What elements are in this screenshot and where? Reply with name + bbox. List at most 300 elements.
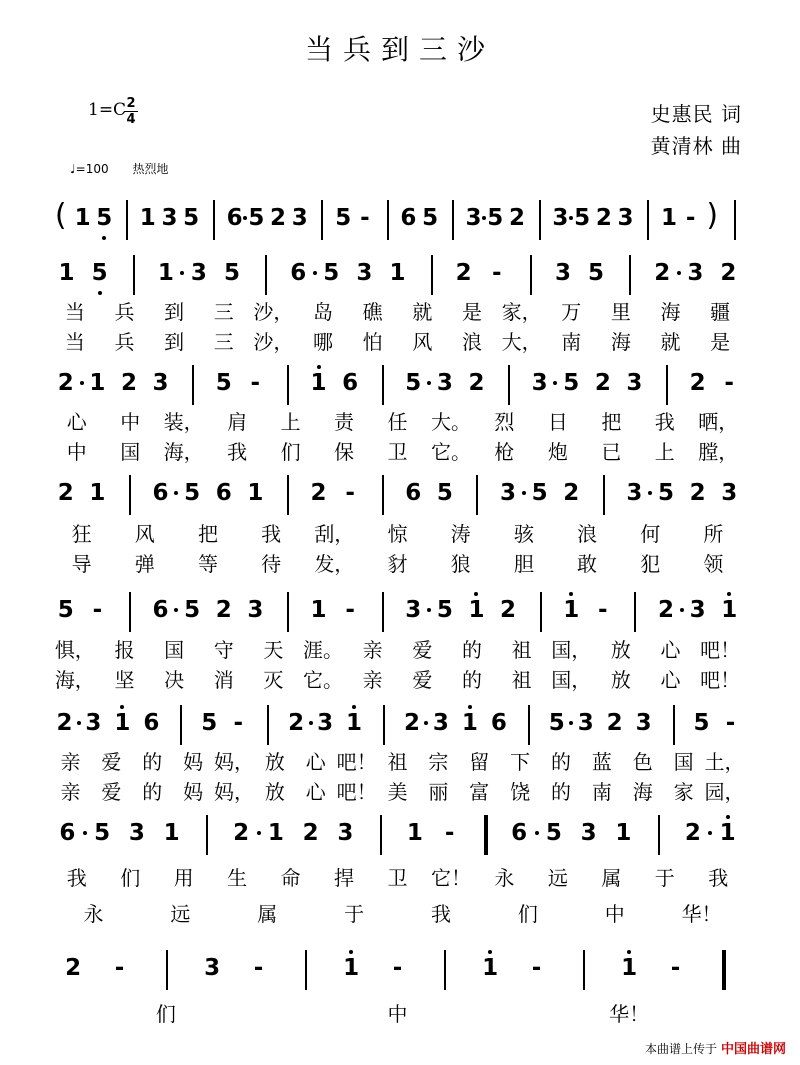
lyric-syllable: 当: [64, 300, 85, 324]
note: 1: [74, 205, 91, 231]
augmentation-dot: [677, 271, 681, 275]
lyric-syllable: 心: [305, 780, 326, 804]
lyric-syllable: 我: [708, 866, 729, 890]
barline: [658, 815, 660, 855]
lyric-syllable: 守: [213, 638, 234, 662]
augmentation-dot: [680, 608, 684, 612]
high-octave-dot: [468, 705, 472, 709]
lyric-syllable: 心: [305, 750, 326, 774]
note: 3: [247, 597, 264, 623]
lyric-syllable: 刮，: [314, 522, 355, 546]
barline: [431, 255, 433, 295]
lyric-syllable: 卫: [387, 440, 408, 464]
note: 1: [89, 370, 106, 396]
lyric-syllable: 放: [610, 638, 631, 662]
note: 5: [201, 710, 218, 736]
lyric-syllable: 我: [261, 522, 282, 546]
note: 2: [233, 820, 250, 846]
lyric-syllable: 命: [280, 866, 301, 890]
barline: [452, 200, 454, 240]
note: 5: [422, 205, 439, 231]
lyric-syllable: 等: [197, 552, 218, 576]
note: 3: [161, 205, 178, 231]
note: 6: [59, 820, 76, 846]
note: 6: [342, 370, 359, 396]
lyric-syllable: 我: [654, 410, 675, 434]
lyric-syllable: 炮: [547, 440, 568, 464]
lyric-syllable: 疆: [710, 300, 731, 324]
note: 3: [626, 480, 643, 506]
note: 3: [617, 205, 634, 231]
note: 2: [684, 820, 701, 846]
lyric-syllable: 留: [469, 750, 490, 774]
lyric-syllable: 中: [120, 410, 141, 434]
lyric-syllable: 晒，: [698, 410, 739, 434]
lyric-syllable: 丽: [428, 780, 449, 804]
note: 3: [687, 260, 704, 286]
augmentation-dot: [80, 381, 84, 385]
augmentation-dot: [309, 721, 313, 725]
lyric-syllable: 的: [461, 638, 482, 662]
note: 1: [163, 820, 180, 846]
lyric-syllable: 的: [461, 668, 482, 692]
lyric-syllable: 放: [610, 668, 631, 692]
barline: [722, 950, 726, 990]
note: 5: [184, 597, 201, 623]
expression-marking: 热烈地: [132, 162, 169, 176]
lyric-syllable: 怕: [362, 330, 383, 354]
augmentation-dot: [77, 721, 81, 725]
footer-text: 本曲谱上传于: [644, 1042, 717, 1056]
augmentation-dot: [257, 831, 261, 835]
lyric-syllable: 的: [551, 750, 572, 774]
lyric-syllable: 南: [561, 330, 582, 354]
lyric-syllable: 家: [673, 780, 694, 804]
lyric-syllable: 南: [591, 780, 612, 804]
note: 2: [57, 370, 74, 396]
barline: [528, 705, 530, 745]
lyric-syllable: 海，: [163, 440, 204, 464]
lyric-syllable: 消: [213, 668, 234, 692]
note: 1: [267, 820, 284, 846]
dash: -: [724, 370, 734, 396]
lyric-syllable: 于: [654, 866, 675, 890]
notation-row: [0, 475, 800, 519]
lyric-syllable: 上: [280, 410, 301, 434]
barline: [539, 200, 541, 240]
lyric-syllable: 到: [164, 330, 185, 354]
barline: [129, 475, 131, 515]
barline: [213, 200, 215, 240]
high-octave-dot: [317, 365, 321, 369]
high-octave-dot: [120, 705, 124, 709]
lyric-syllable: 领: [703, 552, 724, 576]
lyricist-credit: 史惠民 词: [650, 102, 742, 126]
note: 1: [660, 205, 677, 231]
lyric-syllable: 吧！: [336, 750, 377, 774]
lyric-syllable: 华！: [609, 1002, 650, 1026]
note: 2: [595, 205, 612, 231]
time-signature-top: 2: [126, 96, 136, 111]
site-logo: 中国曲谱网: [720, 1042, 786, 1057]
barline: [383, 705, 385, 745]
lyric-syllable: 祖: [511, 668, 532, 692]
dash: -: [670, 955, 681, 981]
dash: -: [392, 955, 403, 981]
note: 2: [508, 205, 525, 231]
note: 1: [114, 710, 131, 736]
note: 1: [615, 820, 632, 846]
lyric-syllable: 三: [213, 330, 234, 354]
note: 6: [215, 480, 232, 506]
lyric-syllable: 浪: [461, 330, 482, 354]
augmentation-dot: [427, 381, 431, 385]
note: 5: [693, 710, 710, 736]
lyric-syllable: 兵: [114, 300, 135, 324]
notation-row: [0, 365, 800, 409]
dash: -: [360, 205, 370, 231]
lyric-syllable: 肩: [227, 410, 248, 434]
note: 5: [248, 205, 265, 231]
lyric-syllable: 狂: [71, 522, 92, 546]
barline: [180, 705, 182, 745]
note: 2: [455, 260, 472, 286]
lyric-syllable: 涛: [450, 522, 471, 546]
lyric-syllable: 当: [64, 330, 85, 354]
augmentation-dot: [174, 608, 178, 612]
note: 6: [490, 710, 507, 736]
lyric-syllable: 爱: [412, 638, 433, 662]
lyric-syllable: 爱: [101, 750, 122, 774]
note: 5: [436, 597, 453, 623]
augmentation-dot: [243, 216, 247, 220]
note: 3: [152, 370, 169, 396]
note: 5: [405, 370, 422, 396]
barline: [734, 200, 736, 240]
note: 1: [346, 710, 363, 736]
lyric-syllable: 亲: [60, 750, 81, 774]
tempo-marking: ♩=100: [70, 162, 109, 176]
lyric-syllable: 大，: [501, 330, 542, 354]
barline: [476, 475, 478, 515]
lyric-syllable: 爱: [412, 668, 433, 692]
note: 6: [152, 480, 169, 506]
note: 3: [554, 260, 571, 286]
lyric-syllable: 天: [263, 638, 284, 662]
note: 2: [606, 710, 623, 736]
lyric-syllable: 把: [601, 410, 622, 434]
lyric-syllable: 就: [660, 330, 681, 354]
note: 5: [323, 260, 340, 286]
barline: [508, 365, 510, 405]
barline: [666, 365, 668, 405]
lyric-syllable: 膛，: [698, 440, 739, 464]
note: 5: [96, 205, 113, 231]
lyric-syllable: 已: [601, 440, 622, 464]
augmentation-dot: [553, 381, 557, 385]
lyric-syllable: 风: [412, 330, 433, 354]
lyric-syllable: 沙，: [253, 330, 294, 354]
note: 5: [57, 597, 74, 623]
note: 1: [58, 260, 75, 286]
lyric-syllable: 的: [142, 780, 163, 804]
barline: [382, 592, 384, 632]
footer: [645, 1038, 786, 1057]
lyric-syllable: 把: [197, 522, 218, 546]
augmentation-dot: [313, 271, 317, 275]
barline: [382, 365, 384, 405]
note: 2: [65, 955, 82, 981]
note: 1: [89, 480, 106, 506]
high-octave-dot: [726, 815, 730, 819]
note: 1: [721, 597, 738, 623]
dash: -: [233, 710, 243, 736]
augmentation-dot: [708, 831, 712, 835]
note: 2: [720, 260, 737, 286]
lyric-syllable: 烈: [494, 410, 515, 434]
lyric-syllable: 待: [261, 552, 282, 576]
lyric-syllable: 用: [173, 866, 194, 890]
note: 5: [183, 205, 200, 231]
lyric-syllable: 三: [213, 300, 234, 324]
note: 2: [500, 597, 517, 623]
notation-row: [0, 255, 800, 299]
lyric-syllable: 国，: [551, 638, 592, 662]
lyric-syllable: 卫: [387, 866, 408, 890]
note: 5: [487, 205, 504, 231]
time-signature-bottom: 4: [126, 112, 136, 127]
barline: [192, 365, 194, 405]
barline: [265, 255, 267, 295]
lyric-syllable: 大。: [430, 410, 471, 434]
notation-row: [0, 200, 800, 244]
lyric-syllable: 敢: [577, 552, 598, 576]
note: 3: [577, 710, 594, 736]
note: 3: [580, 820, 597, 846]
note: 1: [139, 205, 156, 231]
lyric-syllable: 饶: [510, 780, 531, 804]
note: 5: [531, 480, 548, 506]
barline: [380, 815, 382, 855]
lyric-syllable: 涯。: [303, 638, 344, 662]
parenthesis: (: [54, 198, 67, 233]
augmentation-dot: [648, 491, 652, 495]
note: 1: [389, 260, 406, 286]
lyric-syllable: 吧！: [700, 668, 741, 692]
lyric-syllable: 万: [561, 300, 582, 324]
dash: -: [444, 820, 455, 846]
barline: [583, 950, 585, 990]
note: 5: [215, 370, 232, 396]
barline: [129, 592, 131, 632]
barline: [126, 200, 128, 240]
note: 2: [215, 597, 232, 623]
barline: [133, 255, 135, 295]
lyric-syllable: 美: [387, 780, 408, 804]
note: 3: [721, 480, 738, 506]
barline: [484, 815, 488, 855]
note: 1: [563, 597, 580, 623]
note: 3: [552, 205, 569, 231]
lyric-syllable: 妈: [183, 780, 204, 804]
note: 2: [468, 370, 485, 396]
note: 2: [654, 260, 671, 286]
high-octave-dot: [627, 950, 631, 954]
lyric-syllable: 捍: [334, 866, 355, 890]
dash: -: [345, 480, 355, 506]
song-title: 当兵到三沙: [304, 33, 495, 66]
lyric-syllable: 的: [142, 750, 163, 774]
lyric-syllable: 惊: [387, 522, 408, 546]
dash: -: [598, 597, 608, 623]
note: 6: [290, 260, 307, 286]
tempo-line: [70, 160, 168, 177]
note: 6: [405, 480, 422, 506]
lyric-syllable: 祖: [387, 750, 408, 774]
lyric-syllable: 我: [66, 866, 87, 890]
lyric-syllable: 妈，: [213, 780, 254, 804]
lyric-syllable: 中: [604, 902, 625, 926]
barline: [530, 255, 532, 295]
lyric-syllable: 国: [673, 750, 694, 774]
barline: [540, 592, 542, 632]
high-octave-dot: [488, 950, 492, 954]
lyric-syllable: 放: [264, 780, 285, 804]
lyric-syllable: 海: [660, 300, 681, 324]
lyric-syllable: 家，: [501, 300, 542, 324]
lyric-syllable: 兵: [114, 330, 135, 354]
augmentation-dot: [535, 831, 539, 835]
note: 3: [689, 597, 706, 623]
barline: [387, 200, 389, 240]
notation-row: [0, 815, 800, 859]
lyric-syllable: 哪: [313, 330, 334, 354]
note: 2: [689, 370, 706, 396]
dash: -: [345, 597, 355, 623]
lyric-syllable: 沙，: [253, 300, 294, 324]
note: 5: [574, 205, 591, 231]
lyric-syllable: 亲: [362, 668, 383, 692]
note: 3: [405, 597, 422, 623]
lyric-syllable: 中: [387, 1002, 408, 1026]
augmentation-dot: [569, 216, 573, 220]
note: 1: [343, 955, 360, 981]
lyric-syllable: 色: [632, 750, 653, 774]
note: 5: [184, 480, 201, 506]
lyric-syllable: 海，: [54, 668, 95, 692]
lyric-syllable: 到: [164, 300, 185, 324]
note: 3: [317, 710, 334, 736]
lyric-syllable: 任: [387, 410, 408, 434]
note: 5: [563, 370, 580, 396]
lyric-syllable: 国: [120, 440, 141, 464]
note: 1: [461, 710, 478, 736]
low-octave-dot: [102, 236, 106, 240]
lyric-syllable: 们: [280, 440, 301, 464]
low-octave-dot: [98, 291, 102, 295]
lyric-syllable: 豺: [387, 552, 408, 576]
augmentation-dot: [174, 491, 178, 495]
high-octave-dot: [352, 705, 356, 709]
parenthesis: ): [706, 198, 719, 233]
lyric-syllable: 妈，: [213, 750, 254, 774]
note: 6: [152, 597, 169, 623]
high-octave-dot: [727, 592, 731, 596]
dash: -: [531, 955, 542, 981]
dash: -: [114, 955, 125, 981]
lyric-syllable: 永: [83, 902, 104, 926]
lyric-syllable: 园，: [704, 780, 745, 804]
lyric-syllable: 狼: [450, 552, 471, 576]
lyric-syllable: 灭: [263, 668, 284, 692]
note: 5: [548, 710, 565, 736]
lyric-syllable: 蓝: [591, 750, 612, 774]
note: 6: [226, 205, 243, 231]
note: 3: [436, 370, 453, 396]
note: 1: [482, 955, 499, 981]
barline: [321, 200, 323, 240]
lyric-syllable: 是: [461, 300, 482, 324]
note: 1: [310, 370, 327, 396]
note: 2: [56, 710, 73, 736]
lyric-syllable: 骇: [513, 522, 534, 546]
lyric-syllable: 日: [547, 410, 568, 434]
lyric-syllable: 所: [703, 522, 724, 546]
lyric-syllable: 下: [510, 750, 531, 774]
lyric-syllable: 远: [547, 866, 568, 890]
note: 5: [94, 820, 111, 846]
lyric-syllable: 发，: [314, 552, 355, 576]
augmentation-dot: [424, 721, 428, 725]
composer-credit: 黄清林 曲: [650, 134, 742, 158]
note: 2: [594, 370, 611, 396]
lyric-syllable: 海: [610, 330, 631, 354]
lyric-syllable: 放: [264, 750, 285, 774]
notation-row: [0, 705, 800, 749]
lyric-syllable: 保: [334, 440, 355, 464]
lyric-syllable: 富: [469, 780, 490, 804]
lyric-syllable: 国，: [551, 668, 592, 692]
lyric-syllable: 犯: [640, 552, 661, 576]
lyric-syllable: 土，: [704, 750, 745, 774]
note: 2: [120, 370, 137, 396]
note: 3: [190, 260, 207, 286]
note: 1: [247, 480, 264, 506]
lyric-syllable: 何: [640, 522, 661, 546]
high-octave-dot: [349, 950, 353, 954]
lyric-syllable: 永: [494, 866, 515, 890]
note: 5: [588, 260, 605, 286]
lyric-syllable: 属: [601, 866, 622, 890]
barline: [673, 705, 675, 745]
barline: [647, 200, 649, 240]
note: 3: [635, 710, 652, 736]
notation-row: [0, 950, 800, 994]
note: 3: [291, 205, 308, 231]
barline: [287, 475, 289, 515]
note: 1: [621, 955, 638, 981]
note: 1: [468, 597, 485, 623]
lyric-syllable: 们: [155, 1002, 176, 1026]
barline: [629, 255, 631, 295]
note: 3: [128, 820, 145, 846]
note: 2: [689, 480, 706, 506]
lyric-syllable: 岛: [313, 300, 334, 324]
lyric-syllable: 里: [610, 300, 631, 324]
dash: -: [685, 205, 696, 231]
lyric-syllable: 是: [710, 330, 731, 354]
note: 3: [432, 710, 449, 736]
